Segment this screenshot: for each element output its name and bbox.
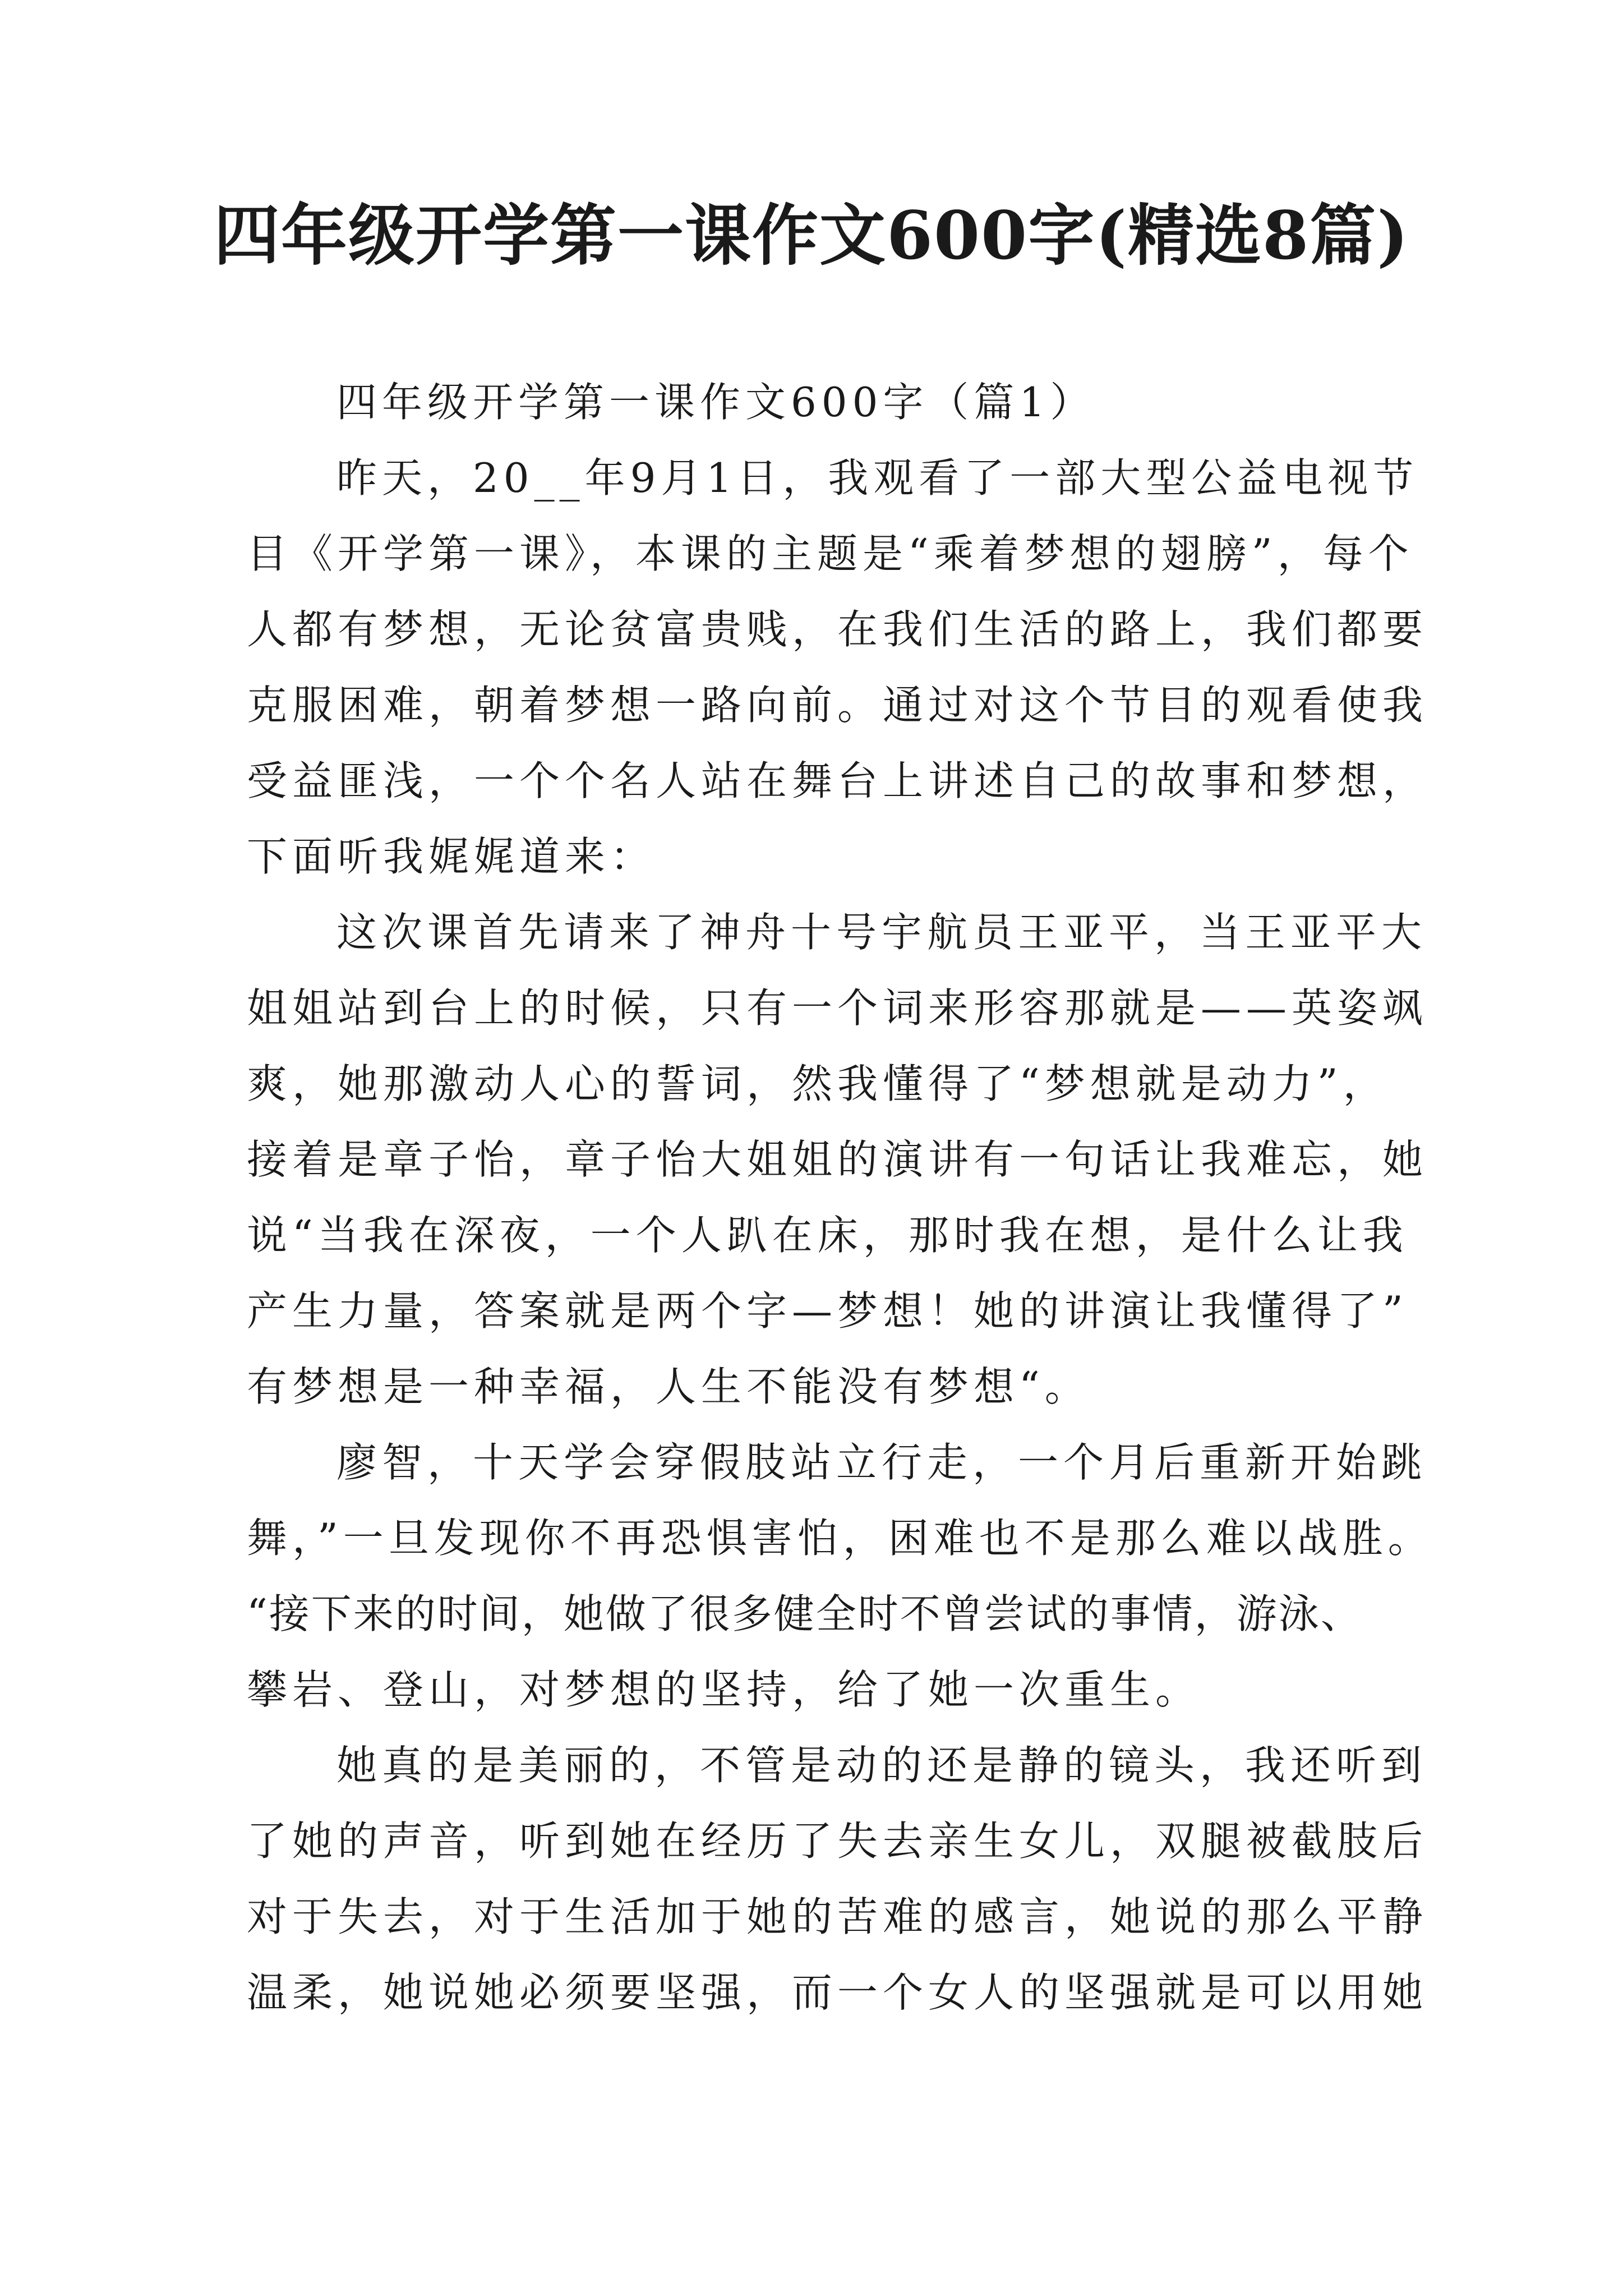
paragraph-line: 人都有梦想，无论贫富贵贱，在我们生活的路上，我们都要: [247, 606, 1428, 653]
paragraph-line: 接着是章子怡，章子怡大姐姐的演讲有一句话让我难忘，她: [247, 1136, 1428, 1183]
paragraph-line: “接下来的时间，她做了很多健全时不曾尝试的事情，游泳、: [247, 1590, 1363, 1637]
section-heading: 四年级开学第一课作文600字（篇1）: [336, 379, 1096, 426]
paragraph-line: 克服困难，朝着梦想一路向前。通过对这个节目的观看使我: [247, 682, 1428, 729]
paragraph-line: 产生力量，答案就是两个字—梦想！她的讲演让我懂得了”: [247, 1287, 1408, 1335]
paragraph-line: 她真的是美丽的，不管是动的还是静的镜头，我还听到: [336, 1742, 1427, 1789]
paragraph-line: 下面听我娓娓道来：: [247, 833, 656, 880]
paragraph-line: 说“当我在深夜，一个人趴在床，那时我在想，是什么让我: [247, 1212, 1408, 1259]
paragraph-line: 廖智，十天学会穿假肢站立行走，一个月后重新开始跳: [336, 1439, 1427, 1486]
paragraph-line: 了她的声音，听到她在经历了失去亲生女儿，双腿被截肢后: [247, 1818, 1428, 1865]
document-body: [247, 365, 1433, 2031]
paragraph-line: 对于失去，对于生活加于她的苦难的感言，她说的那么平静: [247, 1893, 1428, 1940]
paragraph-line: 温柔，她说她必须要坚强，而一个女人的坚强就是可以用她: [247, 1969, 1428, 2016]
paragraph-line: 受益匪浅，一个个名人站在舞台上讲述自己的故事和梦想，: [247, 757, 1428, 804]
document-title: 四年级开学第一课作文600字(精选8篇): [213, 196, 1410, 274]
paragraph-line: 姐姐站到台上的时候，只有一个词来形容那就是——英姿飒: [247, 984, 1428, 1032]
paragraph-line: 舞，”一旦发现你不再恐惧害怕，困难也不是那么难以战胜。: [247, 1515, 1433, 1562]
paragraph-line: 有梦想是一种幸福，人生不能没有梦想“。: [247, 1363, 1090, 1410]
paragraph-line: 这次课首先请来了神舟十号宇航员王亚平，当王亚平大: [336, 909, 1427, 956]
paragraph-line: 目《开学第一课》，本课的主题是“乘着梦想的翅膀”，每个: [247, 530, 1414, 577]
paragraph-line: 昨天，20__年9月1日，我观看了一部大型公益电视节: [336, 454, 1419, 501]
paragraph-line: 爽，她那激动人心的誓词，然我懂得了“梦想就是动力”，: [247, 1060, 1389, 1107]
paragraph-line: 攀岩、登山，对梦想的坚持，给了她一次重生。: [247, 1666, 1201, 1713]
